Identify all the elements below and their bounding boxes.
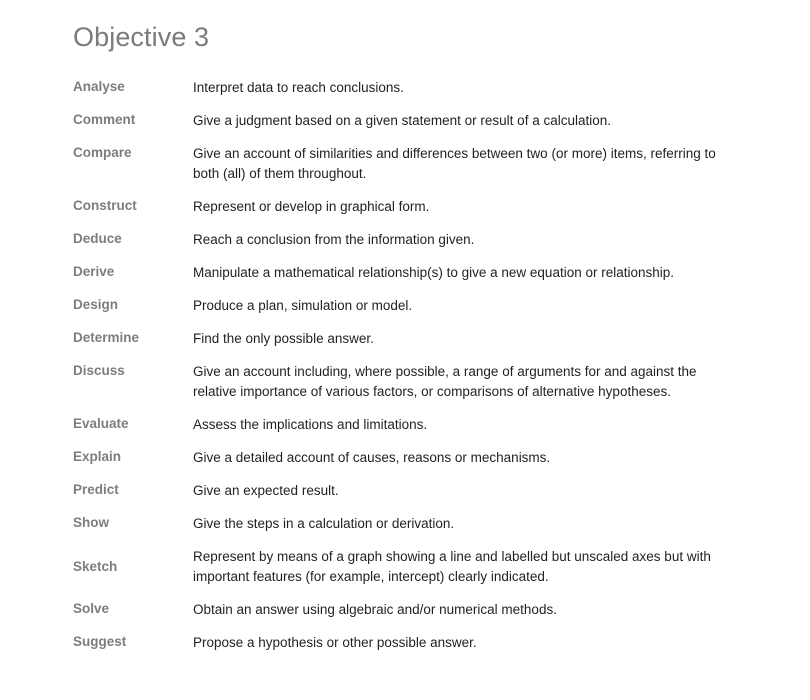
glossary-term: Compare <box>73 145 132 160</box>
glossary-row <box>0 296 810 316</box>
glossary-definition: Produce a plan, simulation or model. <box>193 298 413 313</box>
glossary-row <box>0 448 810 468</box>
glossary-row <box>0 263 810 283</box>
glossary-row <box>0 197 810 217</box>
glossary-definition: Represent by means of a graph showing a line and labelled but unscaled axes but with important features (for example, intercept) clearly indicated. <box>193 549 711 584</box>
glossary-term: Suggest <box>73 634 127 649</box>
glossary-term: Design <box>73 297 119 312</box>
glossary-definition: Propose a hypothesis or other possible answer. <box>193 635 477 650</box>
glossary-row <box>0 111 810 131</box>
glossary-definition: Give a detailed account of causes, reasons or mechanisms. <box>193 450 551 465</box>
glossary-row <box>0 547 810 587</box>
glossary-term: Determine <box>73 330 140 345</box>
glossary-term: Analyse <box>73 79 125 94</box>
glossary-row <box>0 514 810 534</box>
glossary-term: Solve <box>73 601 110 616</box>
glossary-row <box>0 362 810 402</box>
glossary-term: Derive <box>73 264 115 279</box>
glossary-row <box>0 415 810 435</box>
glossary-term: Show <box>73 515 109 530</box>
glossary-definition: Give the steps in a calculation or derivation. <box>193 516 455 531</box>
glossary-row <box>0 329 810 349</box>
glossary-row <box>0 633 810 653</box>
glossary-term: Explain <box>73 449 122 464</box>
glossary-row <box>0 78 810 98</box>
glossary-definition: Find the only possible answer. <box>193 331 374 346</box>
glossary-definition: Give a judgment based on a given statement or result of a calculation. <box>193 113 611 128</box>
glossary-row <box>0 230 810 250</box>
page-title: Objective 3 <box>73 22 210 52</box>
glossary-definition: Interpret data to reach conclusions. <box>193 80 404 95</box>
glossary-term: Comment <box>73 112 136 127</box>
glossary-term: Deduce <box>73 231 122 246</box>
glossary-term: Predict <box>73 482 119 497</box>
glossary-definition: Give an account of similarities and differences between two (or more) items, referring to both (all) of them throughout. <box>193 146 716 181</box>
glossary-term: Discuss <box>73 363 125 378</box>
glossary-definition: Represent or develop in graphical form. <box>193 199 430 214</box>
glossary-definition: Reach a conclusion from the information given. <box>193 232 475 247</box>
glossary-row <box>0 600 810 620</box>
glossary-row <box>0 144 810 184</box>
glossary-definition: Assess the implications and limitations. <box>193 417 428 432</box>
glossary-definition: Give an account including, where possible, a range of arguments for and against the relative importance of various factors, or comparisons of alternative hypotheses. <box>193 364 697 399</box>
glossary-definition: Manipulate a mathematical relationship(s) to give a new equation or relationship. <box>193 265 675 280</box>
glossary-list <box>0 78 810 666</box>
glossary-term: Construct <box>73 198 137 213</box>
glossary-definition: Obtain an answer using algebraic and/or numerical methods. <box>193 602 557 617</box>
glossary-term: Sketch <box>73 559 118 574</box>
glossary-term: Evaluate <box>73 416 129 431</box>
glossary-definition: Give an expected result. <box>193 483 339 498</box>
glossary-row <box>0 481 810 501</box>
